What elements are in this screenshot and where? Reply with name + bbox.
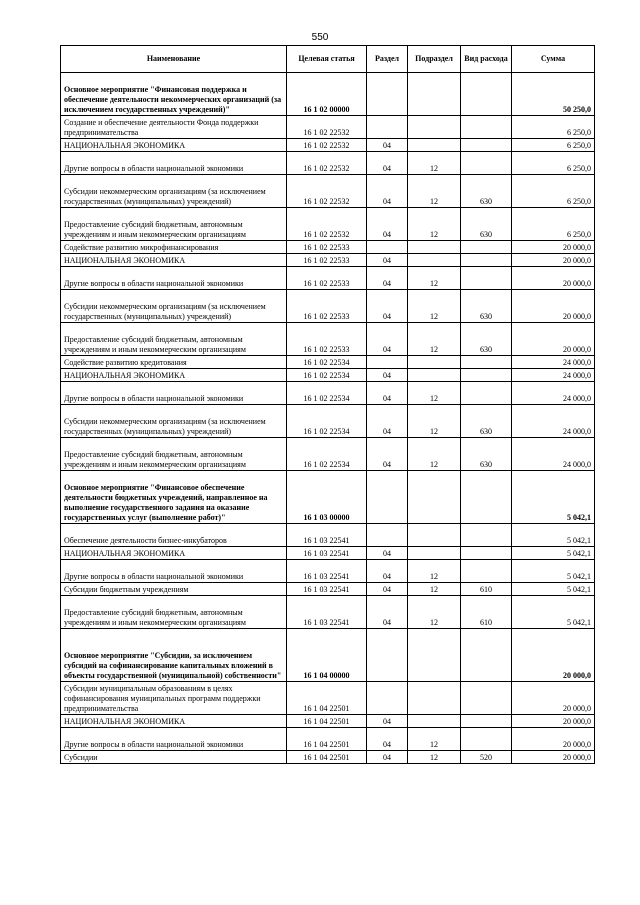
cell-name: Другие вопросы в области национальной экономики	[61, 152, 287, 175]
cell-name: Субсидии муниципальным образованиям в целях софинансирования муниципальных программ поддержки предпринимательства	[61, 682, 287, 715]
cell-type	[461, 356, 512, 369]
cell-sum: 24 000,0	[512, 405, 595, 438]
cell-code: 16 1 03 22541	[287, 596, 367, 629]
cell-section	[367, 682, 408, 715]
cell-section: 04	[367, 547, 408, 560]
cell-code: 16 1 02 22533	[287, 241, 367, 254]
cell-code: 16 1 02 22534	[287, 369, 367, 382]
cell-subsection	[408, 73, 461, 116]
cell-section: 04	[367, 405, 408, 438]
cell-sum: 5 042,1	[512, 547, 595, 560]
cell-name: Предоставление субсидий бюджетным, автономным учреждениям и иным некоммерческим организациям	[61, 438, 287, 471]
cell-subsection: 12	[408, 405, 461, 438]
cell-sum: 20 000,0	[512, 728, 595, 751]
cell-code: 16 1 02 22534	[287, 356, 367, 369]
cell-subsection: 12	[408, 290, 461, 323]
cell-code: 16 1 02 22533	[287, 290, 367, 323]
cell-type: 630	[461, 208, 512, 241]
cell-subsection: 12	[408, 175, 461, 208]
cell-code: 16 1 04 22501	[287, 751, 367, 764]
cell-sum: 20 000,0	[512, 267, 595, 290]
cell-subsection: 12	[408, 152, 461, 175]
cell-subsection: 12	[408, 323, 461, 356]
cell-section: 04	[367, 751, 408, 764]
cell-type	[461, 629, 512, 682]
cell-name: Предоставление субсидий бюджетным, автономным учреждениям и иным некоммерческим организациям	[61, 596, 287, 629]
cell-type	[461, 241, 512, 254]
cell-code: 16 1 04 00000	[287, 629, 367, 682]
cell-subsection: 12	[408, 438, 461, 471]
cell-sum: 20 000,0	[512, 290, 595, 323]
cell-sum: 5 042,1	[512, 471, 595, 524]
cell-type	[461, 728, 512, 751]
cell-sum: 20 000,0	[512, 682, 595, 715]
cell-code: 16 1 02 00000	[287, 73, 367, 116]
cell-section	[367, 524, 408, 547]
cell-subsection	[408, 369, 461, 382]
table-row	[61, 524, 595, 547]
table-row	[61, 323, 595, 356]
cell-name: Обеспечение деятельности бизнес-инкубаторов	[61, 524, 287, 547]
cell-sum: 6 250,0	[512, 208, 595, 241]
table-row	[61, 560, 595, 583]
cell-code: 16 1 03 22541	[287, 583, 367, 596]
cell-sum: 20 000,0	[512, 323, 595, 356]
cell-type: 610	[461, 583, 512, 596]
cell-code: 16 1 02 22534	[287, 382, 367, 405]
cell-sum: 5 042,1	[512, 524, 595, 547]
cell-sum: 20 000,0	[512, 629, 595, 682]
cell-code: 16 1 03 22541	[287, 547, 367, 560]
cell-section	[367, 241, 408, 254]
header-section: Раздел	[367, 46, 408, 73]
cell-type	[461, 382, 512, 405]
cell-sum: 5 042,1	[512, 583, 595, 596]
cell-name: Основное мероприятие "Финансовое обеспечение деятельности бюджетных учреждений, направленное на выполнение государственного задания на оказание государственных услуг (выполнение работ)"	[61, 471, 287, 524]
cell-type	[461, 152, 512, 175]
table-row	[61, 356, 595, 369]
cell-subsection	[408, 524, 461, 547]
table-row	[61, 547, 595, 560]
table-row	[61, 596, 595, 629]
table-row	[61, 254, 595, 267]
cell-subsection	[408, 547, 461, 560]
header-row	[61, 46, 595, 73]
cell-section: 04	[367, 323, 408, 356]
cell-name: Другие вопросы в области национальной экономики	[61, 382, 287, 405]
cell-type	[461, 73, 512, 116]
cell-name: НАЦИОНАЛЬНАЯ ЭКОНОМИКА	[61, 254, 287, 267]
cell-type	[461, 254, 512, 267]
cell-code: 16 1 02 22533	[287, 254, 367, 267]
table-row	[61, 583, 595, 596]
cell-section	[367, 471, 408, 524]
cell-name: Субсидии некоммерческим организациям (за исключением государственных (муниципальных) учреждений)	[61, 290, 287, 323]
table-row	[61, 405, 595, 438]
cell-type	[461, 139, 512, 152]
cell-sum: 5 042,1	[512, 596, 595, 629]
cell-section: 04	[367, 715, 408, 728]
cell-sum: 20 000,0	[512, 241, 595, 254]
cell-code: 16 1 04 22501	[287, 728, 367, 751]
cell-sum: 24 000,0	[512, 382, 595, 405]
table-row	[61, 682, 595, 715]
header-sum: Сумма	[512, 46, 595, 73]
table-row	[61, 152, 595, 175]
cell-subsection: 12	[408, 751, 461, 764]
header-subsection: Подраздел	[408, 46, 461, 73]
cell-type: 630	[461, 438, 512, 471]
cell-type	[461, 524, 512, 547]
cell-name: Содействие развитию кредитования	[61, 356, 287, 369]
cell-name: Содействие развитию микрофинансирования	[61, 241, 287, 254]
cell-code: 16 1 03 00000	[287, 471, 367, 524]
cell-type	[461, 560, 512, 583]
cell-sum: 6 250,0	[512, 175, 595, 208]
cell-name: Субсидии бюджетным учреждениям	[61, 583, 287, 596]
cell-subsection: 12	[408, 267, 461, 290]
cell-subsection	[408, 715, 461, 728]
table-row	[61, 382, 595, 405]
cell-section: 04	[367, 208, 408, 241]
cell-code: 16 1 02 22532	[287, 116, 367, 139]
table-row	[61, 369, 595, 382]
cell-section: 04	[367, 175, 408, 208]
cell-section: 04	[367, 254, 408, 267]
table-row	[61, 290, 595, 323]
cell-subsection	[408, 254, 461, 267]
cell-subsection: 12	[408, 728, 461, 751]
cell-section	[367, 116, 408, 139]
cell-name: Создание и обеспечение деятельности Фонда поддержки предпринимательства	[61, 116, 287, 139]
cell-type	[461, 471, 512, 524]
budget-table	[60, 45, 595, 764]
cell-name: Предоставление субсидий бюджетным, автономным учреждениям и иным некоммерческим организациям	[61, 323, 287, 356]
cell-sum: 6 250,0	[512, 139, 595, 152]
cell-sum: 50 250,0	[512, 73, 595, 116]
table-row	[61, 139, 595, 152]
table-row	[61, 175, 595, 208]
cell-subsection: 12	[408, 382, 461, 405]
cell-section: 04	[367, 382, 408, 405]
cell-type	[461, 267, 512, 290]
cell-sum: 24 000,0	[512, 438, 595, 471]
cell-type: 520	[461, 751, 512, 764]
cell-sum: 6 250,0	[512, 152, 595, 175]
cell-section: 04	[367, 139, 408, 152]
cell-type: 630	[461, 175, 512, 208]
cell-subsection	[408, 471, 461, 524]
cell-section: 04	[367, 290, 408, 323]
cell-section: 04	[367, 728, 408, 751]
cell-type	[461, 682, 512, 715]
table-row	[61, 267, 595, 290]
cell-subsection: 12	[408, 596, 461, 629]
cell-code: 16 1 04 22501	[287, 682, 367, 715]
cell-section: 04	[367, 369, 408, 382]
table-row	[61, 438, 595, 471]
cell-name: Субсидии некоммерческим организациям (за исключением государственных (муниципальных) учреждений)	[61, 175, 287, 208]
header-type: Вид расхода	[461, 46, 512, 73]
cell-sum: 24 000,0	[512, 369, 595, 382]
cell-name: НАЦИОНАЛЬНАЯ ЭКОНОМИКА	[61, 547, 287, 560]
cell-name: Предоставление субсидий бюджетным, автономным учреждениям и иным некоммерческим организациям	[61, 208, 287, 241]
cell-sum: 6 250,0	[512, 116, 595, 139]
cell-type: 610	[461, 596, 512, 629]
table-row	[61, 208, 595, 241]
cell-name: Основное мероприятие "Субсидии, за исключением субсидий на софинансирование капитальных вложений в объекты государственной (муниципальной) собственности"	[61, 629, 287, 682]
cell-code: 16 1 02 22532	[287, 175, 367, 208]
cell-code: 16 1 03 22541	[287, 560, 367, 583]
cell-type: 630	[461, 290, 512, 323]
page-number: 550	[311, 32, 329, 43]
table-row	[61, 751, 595, 764]
cell-code: 16 1 02 22533	[287, 267, 367, 290]
cell-section	[367, 356, 408, 369]
cell-subsection	[408, 139, 461, 152]
cell-sum: 20 000,0	[512, 254, 595, 267]
cell-name: Другие вопросы в области национальной экономики	[61, 728, 287, 751]
cell-code: 16 1 02 22532	[287, 208, 367, 241]
cell-code: 16 1 03 22541	[287, 524, 367, 547]
table-row	[61, 471, 595, 524]
cell-type	[461, 547, 512, 560]
cell-sum: 20 000,0	[512, 715, 595, 728]
header-code: Целевая статья	[287, 46, 367, 73]
table-row	[61, 715, 595, 728]
cell-subsection: 12	[408, 208, 461, 241]
cell-subsection	[408, 629, 461, 682]
cell-section: 04	[367, 560, 408, 583]
cell-subsection	[408, 116, 461, 139]
cell-type	[461, 715, 512, 728]
cell-code: 16 1 02 22533	[287, 323, 367, 356]
cell-name: Субсидии	[61, 751, 287, 764]
cell-name: НАЦИОНАЛЬНАЯ ЭКОНОМИКА	[61, 369, 287, 382]
cell-section: 04	[367, 267, 408, 290]
table-row	[61, 629, 595, 682]
cell-subsection	[408, 241, 461, 254]
cell-section: 04	[367, 438, 408, 471]
cell-subsection: 12	[408, 560, 461, 583]
table-row	[61, 73, 595, 116]
cell-type: 630	[461, 405, 512, 438]
cell-code: 16 1 02 22532	[287, 139, 367, 152]
header-name: Наименование	[61, 46, 287, 73]
cell-type	[461, 369, 512, 382]
cell-sum: 5 042,1	[512, 560, 595, 583]
cell-code: 16 1 04 22501	[287, 715, 367, 728]
cell-subsection: 12	[408, 583, 461, 596]
cell-section	[367, 73, 408, 116]
cell-section: 04	[367, 596, 408, 629]
table-row	[61, 728, 595, 751]
cell-section	[367, 629, 408, 682]
cell-subsection	[408, 682, 461, 715]
table-row	[61, 116, 595, 139]
cell-sum: 24 000,0	[512, 356, 595, 369]
cell-sum: 20 000,0	[512, 751, 595, 764]
cell-subsection	[408, 356, 461, 369]
cell-name: НАЦИОНАЛЬНАЯ ЭКОНОМИКА	[61, 139, 287, 152]
cell-name: Другие вопросы в области национальной экономики	[61, 267, 287, 290]
cell-name: НАЦИОНАЛЬНАЯ ЭКОНОМИКА	[61, 715, 287, 728]
cell-code: 16 1 02 22534	[287, 405, 367, 438]
cell-name: Субсидии некоммерческим организациям (за исключением государственных (муниципальных) учреждений)	[61, 405, 287, 438]
cell-code: 16 1 02 22534	[287, 438, 367, 471]
cell-name: Основное мероприятие "Финансовая поддержка и обеспечение деятельности некоммерческих организаций (за исключением государственных учреждений)"	[61, 73, 287, 116]
cell-section: 04	[367, 583, 408, 596]
cell-name: Другие вопросы в области национальной экономики	[61, 560, 287, 583]
cell-type: 630	[461, 323, 512, 356]
cell-code: 16 1 02 22532	[287, 152, 367, 175]
cell-section: 04	[367, 152, 408, 175]
cell-type	[461, 116, 512, 139]
table-row	[61, 241, 595, 254]
